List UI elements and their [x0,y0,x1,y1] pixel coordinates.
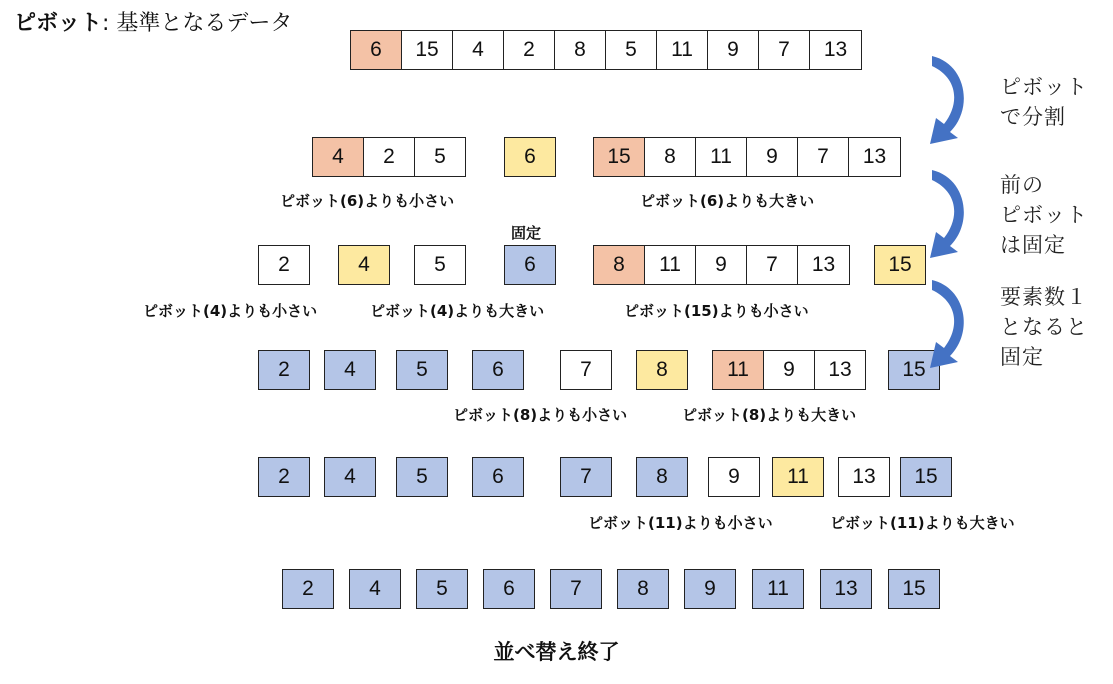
array-cell: 5 [414,245,466,285]
array-cell: 13 [797,245,850,285]
array-cell: 13 [848,137,901,177]
array-cell: 7 [550,569,602,609]
array-cell: 5 [605,30,657,70]
partition-label: ピボット(4)よりも大きい [370,302,545,320]
array-cell: 13 [814,350,866,390]
array-cell: 2 [503,30,555,70]
note-line: となると [1000,315,1088,339]
array-cell: 8 [636,350,688,390]
array-cell: 2 [258,245,310,285]
partition-label: ピボット(11)よりも小さい [588,514,773,532]
sort-complete-caption: 並べ替え終了 [493,640,620,664]
array-cell: 13 [809,30,862,70]
note-line: で分割 [1000,105,1066,129]
array-cell: 4 [324,350,376,390]
array-cell: 5 [396,457,448,497]
legend-title [14,6,292,37]
array-cell: 7 [560,457,612,497]
note-line: ピボット [1000,75,1088,99]
array-cell: 15 [900,457,952,497]
array-cell: 7 [746,245,798,285]
array-cell: 4 [452,30,504,70]
array-cell: 4 [349,569,401,609]
array-cell: 8 [636,457,688,497]
array-cell: 5 [416,569,468,609]
note-line: 要素数１ [1000,285,1088,309]
legend-pivot-term: ピボット [14,11,103,36]
curved-arrow-icon [922,52,992,152]
array-cell: 9 [708,457,760,497]
array-cell: 11 [656,30,708,70]
partition-label: ピボット(8)よりも小さい [453,406,628,424]
legend-pivot-definition: : 基準となるデータ [102,11,293,36]
partition-label: ピボット(6)よりも小さい [280,192,455,210]
note-single-element-fixed [1000,282,1088,372]
array-cell: 9 [746,137,798,177]
array-cell: 6 [483,569,535,609]
array-cell: 5 [396,350,448,390]
array-cell: 2 [258,457,310,497]
partition-label: ピボット(4)よりも小さい [143,302,318,320]
note-previous-pivot-fixed [1000,170,1088,260]
array-cell: 8 [617,569,669,609]
array-cell: 13 [838,457,890,497]
array-cell: 8 [593,245,645,285]
curved-arrow-icon [922,276,992,376]
array-cell: 13 [820,569,872,609]
array-cell: 9 [695,245,747,285]
array-cell: 8 [554,30,606,70]
array-cell: 7 [797,137,849,177]
array-cell: 2 [282,569,334,609]
array-cell: 9 [684,569,736,609]
note-line: 前の [1000,173,1044,197]
note-line: 固定 [1000,345,1044,369]
array-cell: 2 [258,350,310,390]
array-cell: 2 [363,137,415,177]
partition-label: ピボット(6)よりも大きい [640,192,815,210]
array-cell: 4 [338,245,390,285]
array-cell: 11 [752,569,804,609]
array-cell: 4 [324,457,376,497]
array-cell: 9 [707,30,759,70]
partition-label: ピボット(11)よりも大きい [830,514,1015,532]
fixed-label: 固定 [511,224,542,242]
array-cell: 6 [504,137,556,177]
array-cell: 15 [888,569,940,609]
array-cell: 8 [644,137,696,177]
array-cell: 6 [472,457,524,497]
array-cell: 11 [712,350,764,390]
note-line: ピボット [1000,203,1088,227]
array-cell: 11 [772,457,824,497]
array-cell: 9 [763,350,815,390]
partition-label: ピボット(8)よりも大きい [682,406,857,424]
array-cell: 15 [593,137,645,177]
array-cell: 11 [695,137,747,177]
array-cell: 6 [472,350,524,390]
array-cell: 11 [644,245,696,285]
array-cell: 15 [888,350,940,390]
array-cell: 5 [414,137,466,177]
array-cell: 7 [560,350,612,390]
curved-arrow-icon [922,166,992,266]
array-cell: 15 [874,245,926,285]
note-split-by-pivot [1000,72,1088,132]
array-cell: 4 [312,137,364,177]
array-cell: 15 [401,30,453,70]
array-cell: 6 [350,30,402,70]
partition-label: ピボット(15)よりも小さい [624,302,809,320]
array-cell: 6 [504,245,556,285]
array-cell: 7 [758,30,810,70]
note-line: は固定 [1000,233,1066,257]
